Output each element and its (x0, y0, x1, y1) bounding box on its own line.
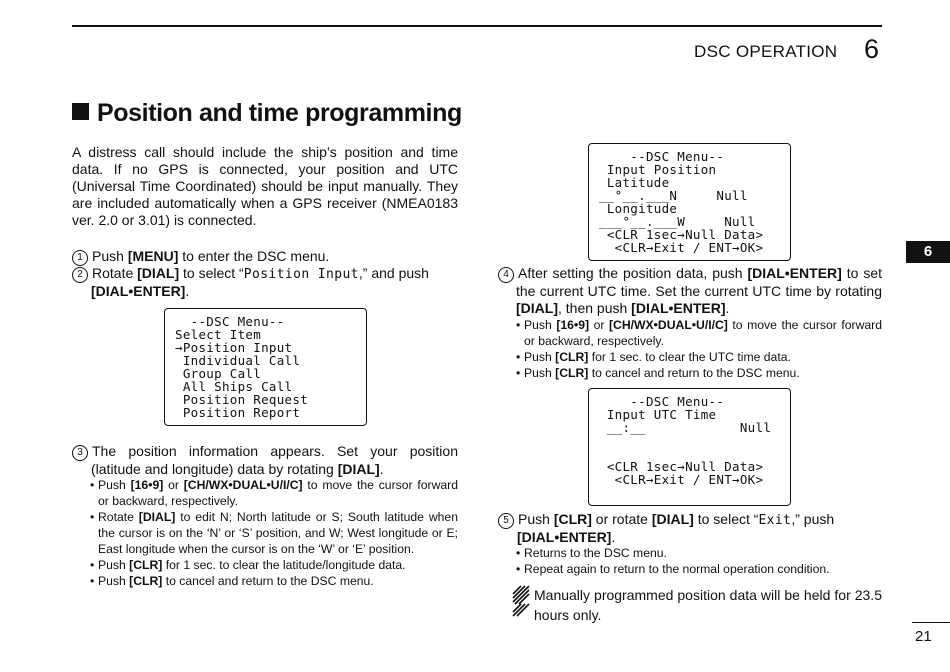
lcd-text: Position Input (243, 267, 359, 282)
bullet-item: • Push [16•9] or [CH/WX•DUAL•U/I/C] to move the cursor forward or backward, respectively. (498, 317, 882, 349)
step-number: 3 (72, 445, 88, 461)
step-5: 5 Push [CLR] or rotate [DIAL] to select “Exit,” push [DIAL•ENTER]. (498, 511, 882, 546)
lcd-line: Group Call (175, 366, 262, 381)
page-number: 21 (915, 628, 932, 645)
lcd-line: →Position Input (175, 340, 293, 355)
square-bullet-icon (72, 103, 89, 120)
step-number: 4 (498, 267, 514, 283)
bullet-item: • Push [CLR] to cancel and return to the DSC menu. (498, 365, 882, 381)
lcd-line: Position Report (175, 405, 301, 420)
lcd-line: ___°__.___W Null (599, 214, 756, 229)
menu-key: [MENU] (127, 248, 179, 264)
note-icon (512, 584, 530, 618)
lcd-line: Select Item (175, 327, 262, 342)
lcd-line: Position Request (175, 392, 309, 407)
chapter-number: 6 (864, 34, 880, 64)
lcd-screen-input-position (588, 143, 791, 261)
bullet-item: • Push [16•9] or [CH/WX•DUAL•U/I/C] to move the cursor forward or backward, respectively. (72, 477, 458, 509)
bullet-item: • Returns to the DSC menu. (498, 545, 882, 561)
lcd-screen-input-utc (588, 388, 791, 506)
bullet-item: • Rotate [DIAL] to edit N; North latitude or S; South latitude when the cursor is on the ‘N’ or ‘S’ position, and W; West longitude or E; East longitude when the cursor is on the ‘W’ or ‘E’ position. (72, 509, 458, 557)
lcd-line: Input Position (599, 162, 717, 177)
bullet-item: • Push [CLR] for 1 sec. to clear the UTC time data. (498, 349, 882, 365)
lcd-line: --DSC Menu-- (175, 314, 285, 329)
section-title-text: Position and time programming (97, 99, 462, 127)
lcd-line: <CLR 1sec→Null Data> (599, 459, 764, 474)
lcd-line: All Ships Call (175, 379, 293, 394)
bullet-item: • Repeat again to return to the normal operation condition. (498, 561, 882, 577)
step-3: 3 The position information appears. Set your position (latitude and longitude) data by rotating [DIAL]. (72, 443, 458, 478)
step-4-bullets (498, 317, 882, 381)
bullet-item: • Push [CLR] for 1 sec. to clear the latitude/longitude data. (72, 557, 458, 573)
lcd-line: <CLR 1sec→Null Data> (599, 227, 764, 242)
header-rule (72, 25, 882, 27)
section-header: DSC OPERATION (694, 42, 838, 61)
step-number: 2 (72, 267, 88, 283)
step-5-bullets (498, 545, 882, 577)
step-number: 5 (498, 513, 514, 529)
lcd-line: <CLR→Exit / ENT→OK> (599, 240, 764, 255)
step-2: 2 Rotate [DIAL] to select “Position Input,” and push [DIAL•ENTER]. (72, 265, 458, 300)
step-1: 1 Push [MENU] to enter the DSC menu. (72, 248, 458, 266)
dial-key: [DIAL] (137, 265, 180, 281)
step-number: 1 (72, 250, 88, 266)
lcd-line: Latitude (599, 175, 670, 190)
lcd-line: Input UTC Time (599, 407, 717, 422)
lcd-text: Exit (758, 513, 792, 528)
lcd-line: --DSC Menu-- (599, 394, 725, 409)
lcd-line: Longitude (599, 201, 678, 216)
lcd-line: <CLR→Exit / ENT→OK> (599, 472, 764, 487)
chapter-tab: 6 (906, 241, 950, 263)
dial-key: [DIAL] (337, 461, 380, 477)
step-4: 4 After setting the position data, push [DIAL•ENTER] to set the current UTC time. Set the current UTC time by rotating [DIAL], then push [DIAL•ENTER]. (498, 265, 882, 317)
lcd-line: Individual Call (175, 353, 301, 368)
dial-enter-key: [DIAL•ENTER] (91, 283, 186, 299)
lcd-screen-dsc-menu (164, 308, 367, 426)
note-text: Manually programmed position data will be held for 23.5 hours only. (534, 587, 882, 623)
lcd-line: __°__.___N Null (599, 188, 748, 203)
lcd-line: --DSC Menu-- (599, 149, 725, 164)
lcd-line: __:__ Null (599, 420, 772, 435)
intro-paragraph: A distress call should include the ship’s position and time data. If no GPS is connected, your position and UTC (Universal Time Coordinated) should be input manually. They are included automatically when a GPS receiver (NMEA0183 ver. 2.0 or 3.01) is connected. (72, 144, 458, 228)
footer-rule (912, 622, 950, 623)
bullet-item: • Push [CLR] to cancel and return to the DSC menu. (72, 573, 458, 589)
step-3-bullets (72, 477, 458, 589)
section-title (72, 99, 462, 128)
